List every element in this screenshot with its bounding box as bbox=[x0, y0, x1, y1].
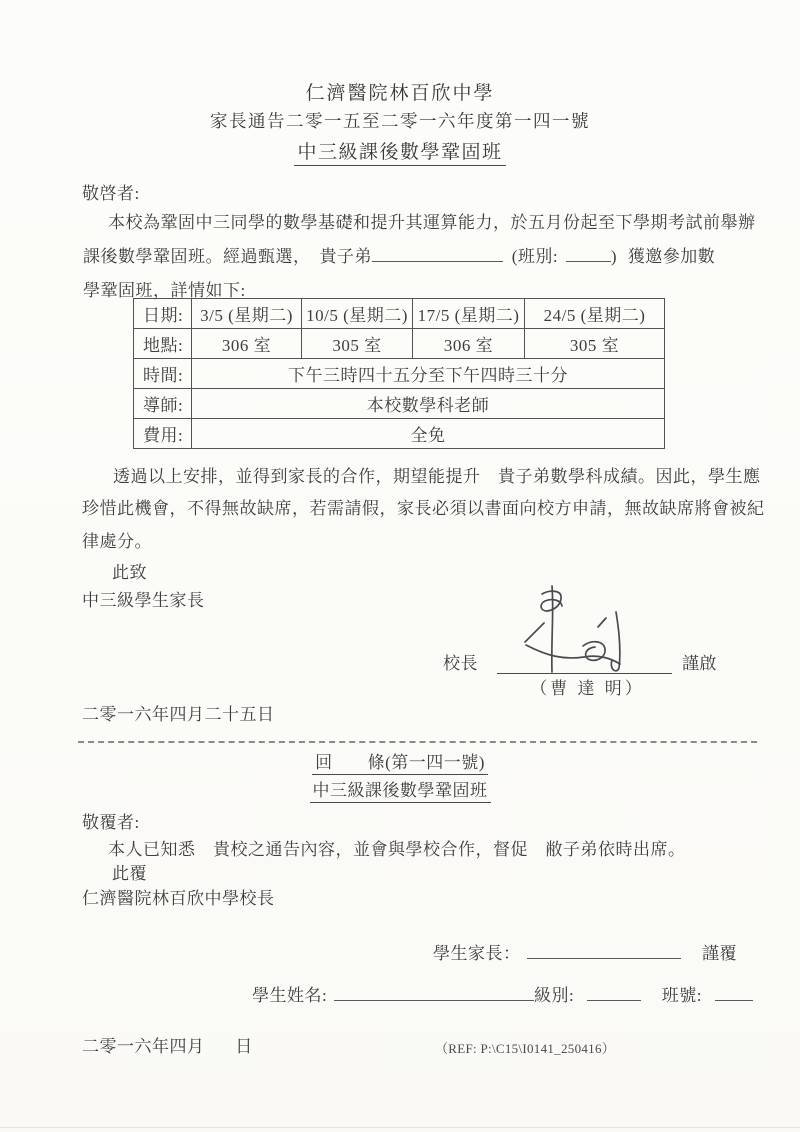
body-line-2: 珍惜此機會，不得無故缺席，若需請假，家長必須以書面向校方申請，無故缺席將會被紀 bbox=[82, 499, 765, 518]
class-level-label: 級別: bbox=[533, 986, 575, 1005]
reply-date-row bbox=[82, 1036, 253, 1057]
reply-date-suffix: 日 bbox=[235, 1037, 253, 1056]
paren-close: ) bbox=[610, 247, 618, 266]
class-number-blank bbox=[715, 985, 753, 1001]
parent-signature-blank bbox=[527, 943, 681, 959]
principal-label: 校長 bbox=[443, 654, 478, 673]
notice-number-line: 家長通告二零一五至二零一六年度第一四一號 bbox=[210, 111, 590, 131]
class-number-label: 班號: bbox=[661, 986, 702, 1005]
venue-cell-2: 305 室 bbox=[302, 329, 413, 359]
parent-sign-row bbox=[433, 943, 737, 964]
principal-name: （曹 達 明） bbox=[530, 679, 645, 698]
closing-recipient: 中三級學生家長 bbox=[82, 591, 205, 610]
schedule-table bbox=[133, 298, 665, 449]
row-label-tutor: 導師: bbox=[134, 389, 192, 419]
reply-date-prefix: 二零一六年四月 bbox=[82, 1037, 205, 1056]
salutation: 敬啓者: bbox=[82, 184, 140, 203]
student-name-reply-blank bbox=[334, 985, 534, 1001]
reply-title-row bbox=[0, 752, 800, 773]
venue-cell-1: 306 室 bbox=[192, 329, 302, 359]
row-label-venue: 地點: bbox=[134, 329, 192, 359]
table-row-fee bbox=[134, 419, 665, 449]
parent-label: 學生家長： bbox=[433, 944, 521, 963]
table-row-venue bbox=[134, 329, 665, 359]
date-cell-4: 24/5 (星期二) bbox=[525, 299, 665, 329]
intro-line-2-tail: 獲邀參加數 bbox=[627, 247, 716, 266]
intro-line-1: 本校為鞏固中三同學的數學基礎和提升其運算能力，於五月份起至下學期考試前舉辦 bbox=[108, 213, 756, 232]
row-label-date: 日期: bbox=[134, 299, 192, 329]
intro-line-3: 學鞏固班，詳情如下: bbox=[83, 281, 246, 300]
reply-recipient: 仁濟醫院林百欣中學校長 bbox=[82, 889, 275, 908]
table-row-date bbox=[134, 299, 665, 329]
ref-number: （REF: P:\C15\I0141_250416） bbox=[435, 1041, 616, 1056]
tutor-cell: 本校數學科老師 bbox=[192, 389, 665, 419]
class-level-blank bbox=[587, 985, 641, 1001]
school-name: 仁濟醫院林百欣中學 bbox=[305, 83, 495, 104]
schedule-table-wrap bbox=[133, 298, 665, 449]
table-row-tutor bbox=[134, 389, 665, 419]
principal-signature-line bbox=[497, 673, 672, 674]
venue-cell-3: 306 室 bbox=[413, 329, 525, 359]
parent-sign-off: 謹覆 bbox=[702, 944, 737, 963]
date-cell-1: 3/5 (星期二) bbox=[192, 299, 302, 329]
student-info-row bbox=[252, 985, 753, 1006]
row-label-time: 時間: bbox=[134, 359, 192, 389]
scan-bottom-edge bbox=[0, 1127, 800, 1128]
body-line-3: 律處分。 bbox=[82, 532, 152, 551]
reply-subject-row bbox=[0, 780, 800, 801]
notice-subject: 中三級課後數學鞏固班 bbox=[294, 142, 505, 166]
date-cell-2: 10/5 (星期二) bbox=[302, 299, 413, 329]
reply-subject: 中三級課後數學鞏固班 bbox=[310, 781, 491, 803]
reply-salutation: 敬覆者: bbox=[82, 813, 140, 832]
principal-signature bbox=[502, 580, 652, 676]
reply-title: 回 條(第一四一號) bbox=[312, 753, 488, 775]
student-name-label: 學生姓名: bbox=[252, 986, 328, 1005]
issue-date: 二零一六年四月二十五日 bbox=[82, 705, 275, 724]
student-name-blank bbox=[372, 246, 503, 262]
intro-line-2-text: 課後數學鞏固班。經過甄選， 貴子弟 bbox=[83, 247, 372, 266]
table-row-time bbox=[134, 359, 665, 389]
reply-body: 本人已知悉 貴校之通告內容，並會與學校合作，督促 敝子弟依時出席。 bbox=[108, 840, 686, 859]
cut-here-dashed-line bbox=[78, 741, 757, 743]
date-cell-3: 17/5 (星期二) bbox=[413, 299, 525, 329]
principal-sign-off: 謹啟 bbox=[682, 654, 717, 673]
class-label: (班別: bbox=[511, 247, 559, 266]
reply-closing-phrase: 此覆 bbox=[112, 864, 147, 883]
body-line-1: 透過以上安排，並得到家長的合作，期望能提升 貴子弟數學科成績。因此，學生應 bbox=[113, 467, 761, 486]
row-label-fee: 費用: bbox=[134, 419, 192, 449]
venue-cell-4: 305 室 bbox=[525, 329, 665, 359]
intro-line-2 bbox=[83, 246, 715, 267]
notice-subject-row bbox=[0, 137, 800, 164]
time-cell: 下午三時四十五分至下午四時三十分 bbox=[192, 359, 665, 389]
class-blank bbox=[566, 246, 611, 262]
closing-phrase: 此致 bbox=[112, 563, 147, 582]
fee-cell: 全免 bbox=[192, 419, 665, 449]
